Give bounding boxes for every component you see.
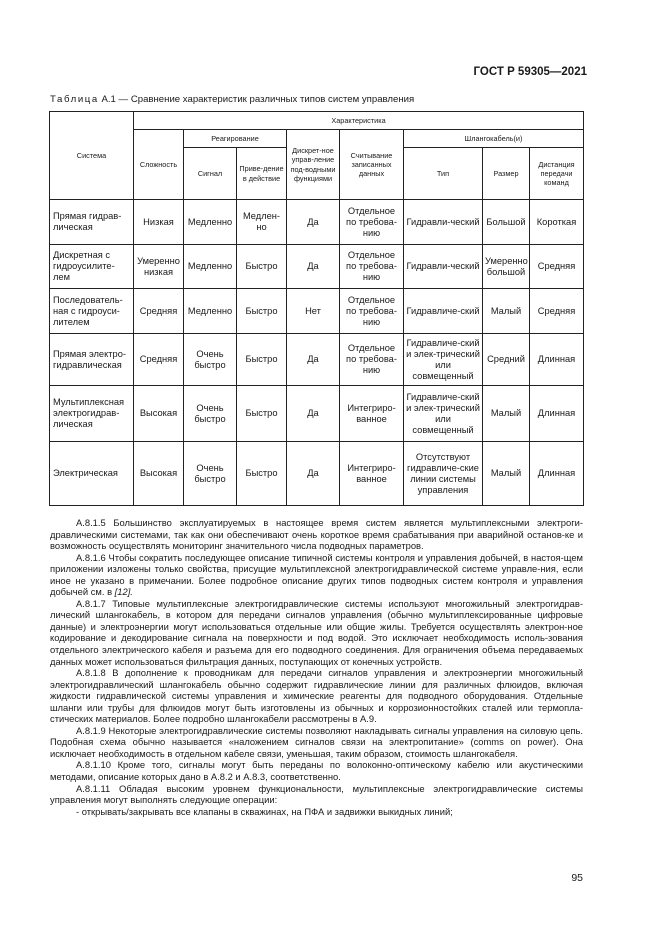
table-caption bbox=[50, 94, 414, 105]
standard-number: ГОСТ Р 59305—2021 bbox=[473, 66, 587, 78]
cell-signal: Очень быстро bbox=[184, 334, 237, 386]
table-caption-text: А.1 — Сравнение характеристик различных типов систем управления bbox=[98, 94, 415, 105]
cell-complexity: Средняя bbox=[134, 334, 184, 386]
cell-size: Малый bbox=[483, 289, 530, 334]
reference-link: [12]. bbox=[114, 586, 133, 598]
cell-type: Отсутствуют гидравличе-ские линии системы управления bbox=[404, 442, 483, 506]
table-row bbox=[50, 386, 584, 442]
cell-readback: Интегриро-ванное bbox=[340, 386, 404, 442]
header-discrete: Дискрет-ное управ-ление под-водными функциями bbox=[287, 130, 340, 200]
cell-actuation: Быстро bbox=[237, 386, 287, 442]
cell-system: Дискретная с гидроусилите-лем bbox=[50, 245, 134, 289]
cell-discrete: Да bbox=[287, 386, 340, 442]
header-response: Реагирование bbox=[184, 130, 287, 148]
header-system: Система bbox=[50, 112, 134, 200]
paragraph-a816 bbox=[50, 552, 583, 598]
cell-discrete: Да bbox=[287, 334, 340, 386]
cell-distance: Средняя bbox=[530, 289, 584, 334]
cell-readback: Отдельное по требова-нию bbox=[340, 334, 404, 386]
cell-complexity: Средняя bbox=[134, 289, 184, 334]
table-row bbox=[50, 334, 584, 386]
table-caption-label: Таблица bbox=[50, 94, 99, 105]
paragraph-a817: А.8.1.7 Типовые мультиплексные электрогидравлические системы используют многожильный электрогидрав-лический шлангокабель, в котором для передачи сигналов управления (обычно мультиплексированные цифровые данные) и электроэнергии могут использоваться отдельные или общие жилы. Требуется осуществлять электрон-ное кодирование и декодирование сигнала на поверхности и под водой. Это исключает необходимость исполь-зования отдельного электрического кабеля и разъема для его подводного соединения. Для ограничения объема передаваемых данных может использоваться фильтрация данных, поступающих от конечных устройств. bbox=[50, 597, 583, 667]
header-size: Размер bbox=[483, 148, 530, 200]
body-text bbox=[50, 517, 583, 817]
cell-readback: Интегриро-ванное bbox=[340, 442, 404, 506]
cell-readback: Отдельное по требова-нию bbox=[340, 289, 404, 334]
cell-signal: Медленно bbox=[184, 289, 237, 334]
paragraph-a8110: А.8.1.10 Кроме того, сигналы могут быть переданы по волоконно-оптическому кабелю или акустическими методами, описание которых дано в А.8.2 и А.8.3, соответственно. bbox=[50, 759, 583, 783]
cell-actuation: Быстро bbox=[237, 289, 287, 334]
cell-readback: Отдельное по требова-нию bbox=[340, 200, 404, 245]
cell-size: Умеренно большой bbox=[483, 245, 530, 289]
cell-signal: Очень быстро bbox=[184, 386, 237, 442]
cell-actuation: Быстро bbox=[237, 442, 287, 506]
cell-signal: Медленно bbox=[184, 200, 237, 245]
cell-distance: Длинная bbox=[530, 386, 584, 442]
cell-discrete: Да bbox=[287, 200, 340, 245]
cell-readback: Отдельное по требова-нию bbox=[340, 245, 404, 289]
paragraph-a818: А.8.1.8 В дополнение к проводникам для передачи сигналов управления и электроэнергии многожильный электрогидравлический шлангокабель обычно содержит гидравлические линии для различных флюидов, включая жидкости гидравлической системы управления и химические реагенты для подводного оборудования. Отдельные шланги или трубы для флюидов могут быть изготовлены из обычных и коррозионностойких сталей или термопла-стических материалов. Более подробно шлангокабели рассмотрены в А.9. bbox=[50, 667, 583, 725]
paragraph-a816-text: А.8.1.6 Чтобы сократить последующее описание типичной системы контроля и управления добычей, в настоя-щем приложении изложены только свойства, присущие мультиплексной электрогидравлической системе управле-ния, если иное не указано в примечании. Более подробное описание других типов подводных систем контроля и управления добычей см. в bbox=[50, 551, 583, 598]
cell-size: Большой bbox=[483, 200, 530, 245]
cell-complexity: Низкая bbox=[134, 200, 184, 245]
paragraph-a815: А.8.1.5 Большинство эксплуатируемых в настоящее время систем является мультиплексными электроги-дравлическими системами, так как они обеспечивают очень короткое время срабатывания при аварийной останов-ке и возможность осуществлять мониторинг значительного числа подводных параметров. bbox=[50, 517, 583, 552]
cell-system: Прямая электро-гидравлическая bbox=[50, 334, 134, 386]
cell-distance: Длинная bbox=[530, 334, 584, 386]
header-distance: Дистанция передачи команд bbox=[530, 148, 584, 200]
cell-signal: Очень быстро bbox=[184, 442, 237, 506]
cell-size: Малый bbox=[483, 386, 530, 442]
table-row bbox=[50, 245, 584, 289]
cell-discrete: Нет bbox=[287, 289, 340, 334]
cell-signal: Медленно bbox=[184, 245, 237, 289]
cell-type: Гидравли-ческий bbox=[404, 200, 483, 245]
page-number: 95 bbox=[571, 872, 583, 884]
list-item: - открывать/закрывать все клапаны в скважинах, на ПФА и задвижки выкидных линий; bbox=[76, 805, 453, 817]
cell-distance: Средняя bbox=[530, 245, 584, 289]
cell-actuation: Быстро bbox=[237, 245, 287, 289]
cell-type: Гидравли-ческий bbox=[404, 245, 483, 289]
cell-size: Средний bbox=[483, 334, 530, 386]
cell-type: Гидравличе-ский bbox=[404, 289, 483, 334]
cell-size: Малый bbox=[483, 442, 530, 506]
cell-complexity: Высокая bbox=[134, 386, 184, 442]
cell-complexity: Умеренно низкая bbox=[134, 245, 184, 289]
header-umbilical: Шлангокабель(и) bbox=[404, 130, 584, 148]
header-actuation: Приве-дение в действие bbox=[237, 148, 287, 200]
cell-type: Гидравличе-ский и элек-трический или совмещенный bbox=[404, 386, 483, 442]
cell-complexity: Высокая bbox=[134, 442, 184, 506]
cell-system: Электрическая bbox=[50, 442, 134, 506]
cell-actuation: Медлен-но bbox=[237, 200, 287, 245]
cell-distance: Короткая bbox=[530, 200, 584, 245]
header-signal: Сигнал bbox=[184, 148, 237, 200]
header-characteristics: Характеристика bbox=[134, 112, 584, 130]
cell-discrete: Да bbox=[287, 245, 340, 289]
header-readback: Считывание записанных данных bbox=[340, 130, 404, 200]
paragraph-a8111: А.8.1.11 Обладая высоким уровнем функциональности, мультиплексные электрогидравлические системы управления могут выполнять следующие операции: bbox=[50, 782, 583, 806]
cell-system: Прямая гидрав-лическая bbox=[50, 200, 134, 245]
cell-type: Гидравличе-ский и элек-трический или совмещенный bbox=[404, 334, 483, 386]
cell-discrete: Да bbox=[287, 442, 340, 506]
cell-system: Мультиплексная электрогидрав-лическая bbox=[50, 386, 134, 442]
paragraph-a819: А.8.1.9 Некоторые электрогидравлические системы позволяют накладывать сигналы управления на силовую цепь. Подобная схема обычно называется «наложением сигналов связи на электропитание» (comms on power). Она исключает необходимость в отдельном кабеле связи, уменьшая, таким образом, стоимость шлангокабеля. bbox=[50, 724, 583, 759]
header-type: Тип bbox=[404, 148, 483, 200]
table-row bbox=[50, 200, 584, 245]
comparison-table bbox=[49, 111, 584, 506]
cell-system: Последователь-ная с гидроуси-лителем bbox=[50, 289, 134, 334]
cell-distance: Длинная bbox=[530, 442, 584, 506]
table-row bbox=[50, 289, 584, 334]
cell-actuation: Быстро bbox=[237, 334, 287, 386]
table-row bbox=[50, 442, 584, 506]
header-complexity: Сложность bbox=[134, 130, 184, 200]
